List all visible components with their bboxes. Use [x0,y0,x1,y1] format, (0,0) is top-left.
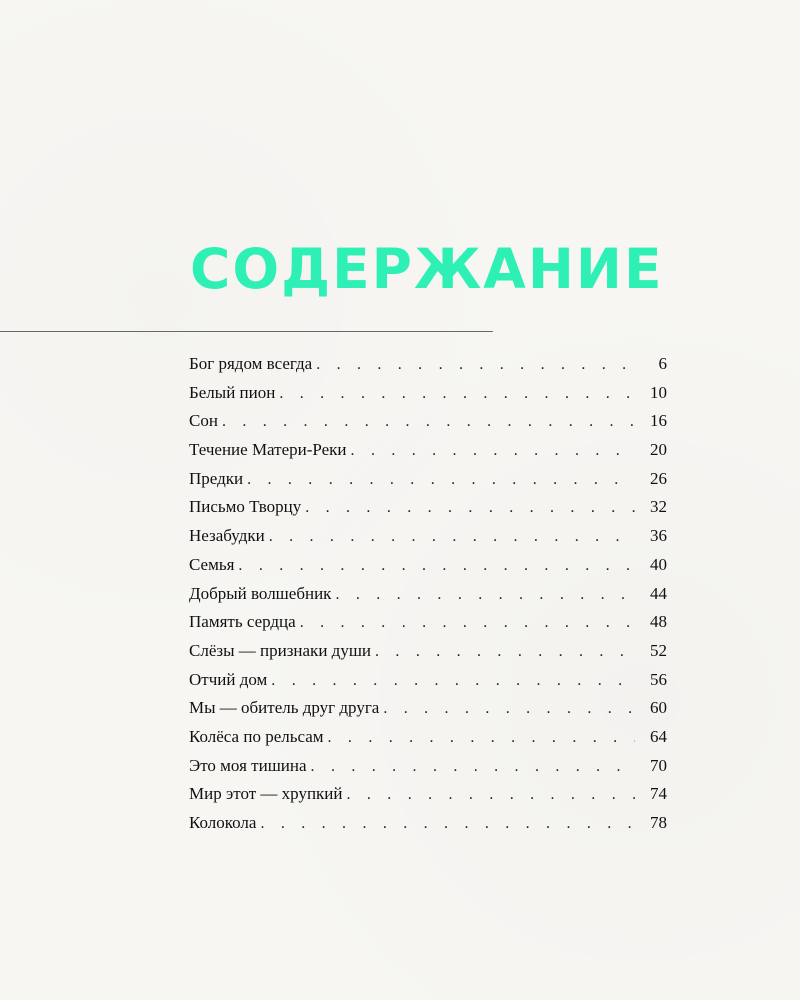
toc-entry-title: Добрый волшебник [189,583,332,603]
toc-entry-page-number: 36 [650,526,667,546]
dot-leader [279,385,635,403]
toc-entry [189,383,667,412]
dot-leader [247,471,635,489]
toc-entry [189,641,667,670]
toc-entry [189,784,667,813]
toc-entry [189,670,667,699]
toc-entry [189,612,667,641]
dot-leader [328,729,635,747]
dot-leader [271,672,635,690]
toc-entry [189,756,667,785]
toc-entry-title: Незабудки [189,526,265,546]
toc-entry-page-number: 56 [650,669,667,689]
toc-entry-title: Память сердца [189,612,296,632]
toc-entry [189,440,667,469]
dot-leader [347,786,636,804]
toc-entry-page-number: 48 [650,612,667,632]
toc-entry [189,698,667,727]
toc-entry [189,813,667,842]
dot-leader [238,557,635,575]
toc-entry-page-number: 20 [650,440,667,460]
dot-leader [300,614,635,632]
toc-entry-page-number: 74 [650,784,667,804]
dot-leader [335,586,635,604]
dot-leader [383,700,635,718]
toc-entry-page-number: 40 [650,554,667,574]
toc-entry-title: Колёса по рельсам [189,726,324,746]
toc-entry-page-number: 64 [650,726,667,746]
dot-leader [311,758,635,776]
dot-leader [316,356,635,374]
toc-entry-title: Бог рядом всегда [189,354,313,373]
toc-entry-page-number: 10 [650,382,667,402]
toc-entry-page-number: 16 [650,411,667,431]
toc-entry-title: Это моя тишина [189,755,307,775]
toc-entry-title: Колокола [189,813,257,832]
divider-line [0,331,493,332]
toc-entry [189,411,667,440]
dot-leader [260,815,635,833]
toc-entry [189,526,667,555]
toc-entry-title: Сон [189,411,218,431]
toc-entry-page-number: 6 [658,354,667,373]
table-of-contents [189,354,667,842]
toc-entry-title: Мир этот — хрупкий [189,784,343,804]
dot-leader [269,528,635,546]
toc-entry-title: Письмо Творцу [189,497,302,517]
toc-entry-title: Отчий дом [189,669,268,689]
dot-leader [305,499,635,517]
dot-leader [222,413,635,431]
toc-entry [189,584,667,613]
dot-leader [375,643,635,661]
toc-entry-title: Семья [189,554,235,574]
toc-entry [189,354,667,383]
toc-entry-title: Слёзы — признаки души [189,640,372,660]
toc-entry-page-number: 78 [650,813,667,832]
toc-entry [189,469,667,498]
toc-entry-page-number: 32 [650,497,667,517]
toc-entry-page-number: 44 [650,583,667,603]
toc-entry-page-number: 60 [650,698,667,718]
toc-entry-title: Белый пион [189,382,276,402]
toc-entry [189,727,667,756]
toc-entry [189,497,667,526]
toc-entry [189,555,667,584]
page-title: СОДЕРЖАНИЕ [190,237,664,301]
dot-leader [351,442,635,460]
toc-entry-page-number: 52 [650,640,667,660]
toc-entry-title: Мы — обитель друг друга [189,698,380,718]
toc-entry-page-number: 26 [650,468,667,488]
toc-entry-title: Течение Матери-Реки [189,440,347,460]
toc-entry-title: Предки [189,468,244,488]
toc-entry-page-number: 70 [650,755,667,775]
